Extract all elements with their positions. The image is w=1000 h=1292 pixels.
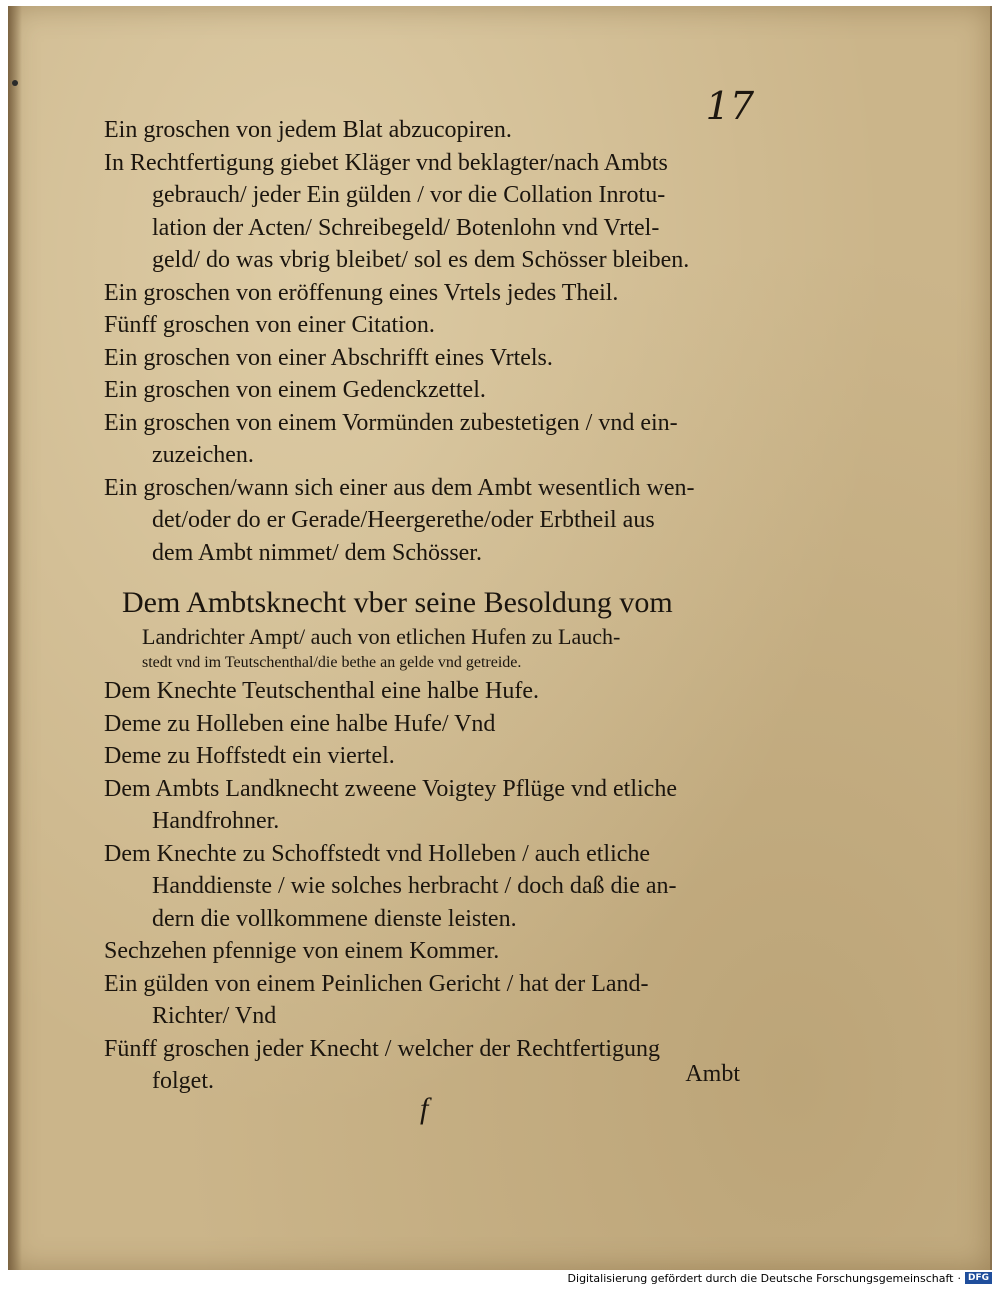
text-line: Ein groschen von einer Abschrifft eines Vrtels. [104,344,553,371]
scanned-page [8,6,992,1270]
signature-mark: f [420,1092,429,1125]
text-entry [104,309,774,342]
text-line: Ein groschen/wann sich einer aus dem Ambt wesentlich wen- [104,474,695,501]
text-line: Handdienste / wie solches herbracht / doch daß die an- [152,873,677,899]
servant-list [104,675,774,1098]
heading-line-3: stedt vnd im Teutschenthal/die bethe an gelde vnd getreide. [142,654,522,671]
text-line: Fünff groschen jeder Knecht / welcher der Rechtfertigung [104,1035,661,1062]
text-line: Richter/ Vnd [152,1003,277,1029]
text-line: Dem Knechte zu Schoffstedt vnd Holleben / auch etliche [104,840,651,867]
text-line: Fünff groschen von einer Citation. [104,312,435,338]
text-entry [104,472,774,570]
text-entry [104,342,774,375]
text-line: Ein gülden von einem Peinlichen Gericht / hat der Land- [104,970,649,997]
text-entry [104,277,774,310]
text-entry [104,675,774,708]
text-entry [104,740,774,773]
text-line: folget. [152,1068,214,1094]
text-line: dern die vollkommene dienste leisten. [152,905,517,932]
heading-line-1: Dem Ambtsknecht vber seine Besoldung vom [122,586,673,619]
fee-list [104,114,774,569]
text-entry [104,935,774,968]
binding-mark [12,80,18,86]
page-text [104,114,774,1098]
text-entry [104,114,774,147]
page-gutter [8,6,22,1270]
text-line: Ein groschen von eröffenung eines Vrtels jedes Theil. [104,279,619,306]
text-line: gebrauch/ jeder Ein gülden / vor die Collation Inrotu- [152,182,666,208]
text-line: Sechzehen pfennige von einem Kommer. [104,938,500,964]
text-entry [104,1033,774,1098]
text-entry [104,968,774,1033]
text-line: Ein groschen von jedem Blat abzucopiren. [104,117,512,143]
text-line: Dem Ambts Landknecht zweene Voigtey Pflüge vnd etliche [104,775,677,802]
text-line: geld/ do was vbrig bleibet/ sol es dem Schösser bleiben. [152,247,690,273]
text-entry [104,147,774,277]
text-line: Deme zu Holleben eine halbe Hufe/ Vnd [104,710,496,737]
text-entry [104,407,774,472]
text-line: zuzeichen. [152,442,254,468]
text-line: Deme zu Hoffstedt ein viertel. [104,743,395,769]
footer-text: Digitalisierung gefördert durch die Deutsche Forschungsgemeinschaft [567,1271,954,1285]
text-line: In Rechtfertigung giebet Kläger vnd beklagter/nach Ambts [104,149,668,176]
section-heading [104,583,774,675]
text-entry [104,374,774,407]
text-line: Ein groschen von einem Vormünden zubestetigen / vnd ein- [104,409,678,436]
text-line: lation der Acten/ Schreibegeld/ Botenlohn vnd Vrtel- [152,214,660,241]
dfg-logo-icon: DFG [965,1272,992,1284]
text-entry [104,838,774,936]
text-entry [104,773,774,838]
text-line: dem Ambt nimmet/ dem Schösser. [152,539,482,566]
text-line: Ein groschen von einem Gedenckzettel. [104,377,486,403]
text-line: det/oder do er Gerade/Heergerethe/oder Erbtheil aus [152,507,655,533]
catchword: Ambt [685,1061,740,1087]
page-number: 17 [705,84,754,128]
digitization-footer [568,1270,992,1286]
text-line: Handfrohner. [152,808,280,834]
text-line: Dem Knechte Teutschenthal eine halbe Hufe. [104,678,540,704]
heading-line-2: Landrichter Ampt/ auch von etlichen Hufen zu Lauch- [142,624,621,649]
footer-separator: · [957,1271,961,1285]
text-entry [104,708,774,741]
